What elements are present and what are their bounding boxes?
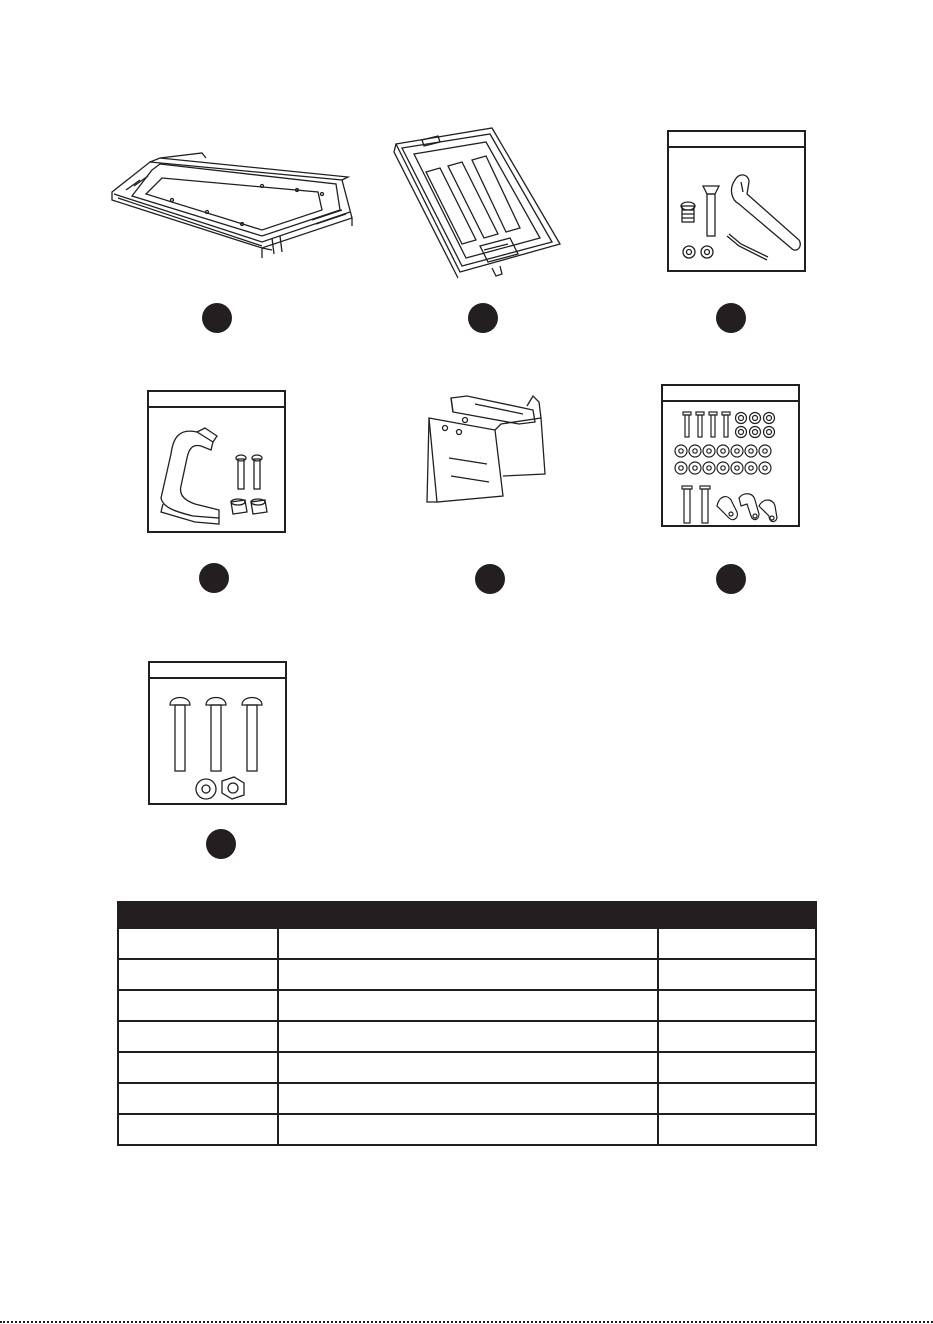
part-marker-5	[475, 564, 505, 594]
hardware-kit-b-box	[661, 384, 800, 527]
kit-header	[663, 386, 798, 402]
table-row	[118, 1021, 816, 1052]
table-cell	[118, 959, 278, 990]
hardware-kit-a-contents	[669, 148, 804, 272]
handle-kit-contents	[149, 408, 284, 533]
table-cell	[658, 1052, 816, 1083]
page-edge-dots	[0, 1321, 933, 1323]
bolt-kit-box	[148, 661, 287, 805]
rail-frame-illustration	[112, 150, 362, 260]
tray-illustration	[392, 122, 562, 277]
hardware-kit-a-box	[667, 130, 806, 272]
kit-header	[669, 132, 804, 148]
table-cell	[278, 1114, 658, 1145]
bolt-kit-contents	[150, 679, 285, 805]
table-header-cell	[118, 902, 278, 928]
table-cell	[278, 1083, 658, 1114]
table-row	[118, 990, 816, 1021]
handle-kit-box	[147, 390, 286, 533]
part-marker-4	[199, 563, 229, 593]
table-cell	[118, 990, 278, 1021]
table-cell	[658, 1021, 816, 1052]
table-cell	[658, 990, 816, 1021]
table-cell	[278, 990, 658, 1021]
part-marker-3	[716, 303, 746, 333]
table-cell	[118, 1021, 278, 1052]
table-header-row	[118, 902, 816, 928]
part-marker-2	[468, 303, 498, 333]
table-row	[118, 1083, 816, 1114]
table-cell	[278, 928, 658, 959]
table-cell	[658, 959, 816, 990]
table-cell	[118, 928, 278, 959]
table-row	[118, 1052, 816, 1083]
mounting-bracket-illustration	[415, 392, 555, 507]
table-header-cell	[278, 902, 658, 928]
table-cell	[118, 1083, 278, 1114]
part-marker-1	[202, 303, 232, 333]
table-header-cell	[658, 902, 816, 928]
table-cell	[118, 1114, 278, 1145]
table-cell	[278, 959, 658, 990]
table-cell	[658, 1083, 816, 1114]
table-cell	[658, 928, 816, 959]
parts-list-table	[117, 901, 817, 1146]
table-row	[118, 928, 816, 959]
table-cell	[278, 1021, 658, 1052]
table-row	[118, 959, 816, 990]
table-cell	[658, 1114, 816, 1145]
hardware-kit-b-contents	[663, 402, 798, 527]
part-marker-7	[206, 829, 236, 859]
table-cell	[278, 1052, 658, 1083]
table-cell	[118, 1052, 278, 1083]
table-row	[118, 1114, 816, 1145]
kit-header	[150, 663, 285, 679]
kit-header	[149, 392, 284, 408]
part-marker-6	[716, 564, 746, 594]
